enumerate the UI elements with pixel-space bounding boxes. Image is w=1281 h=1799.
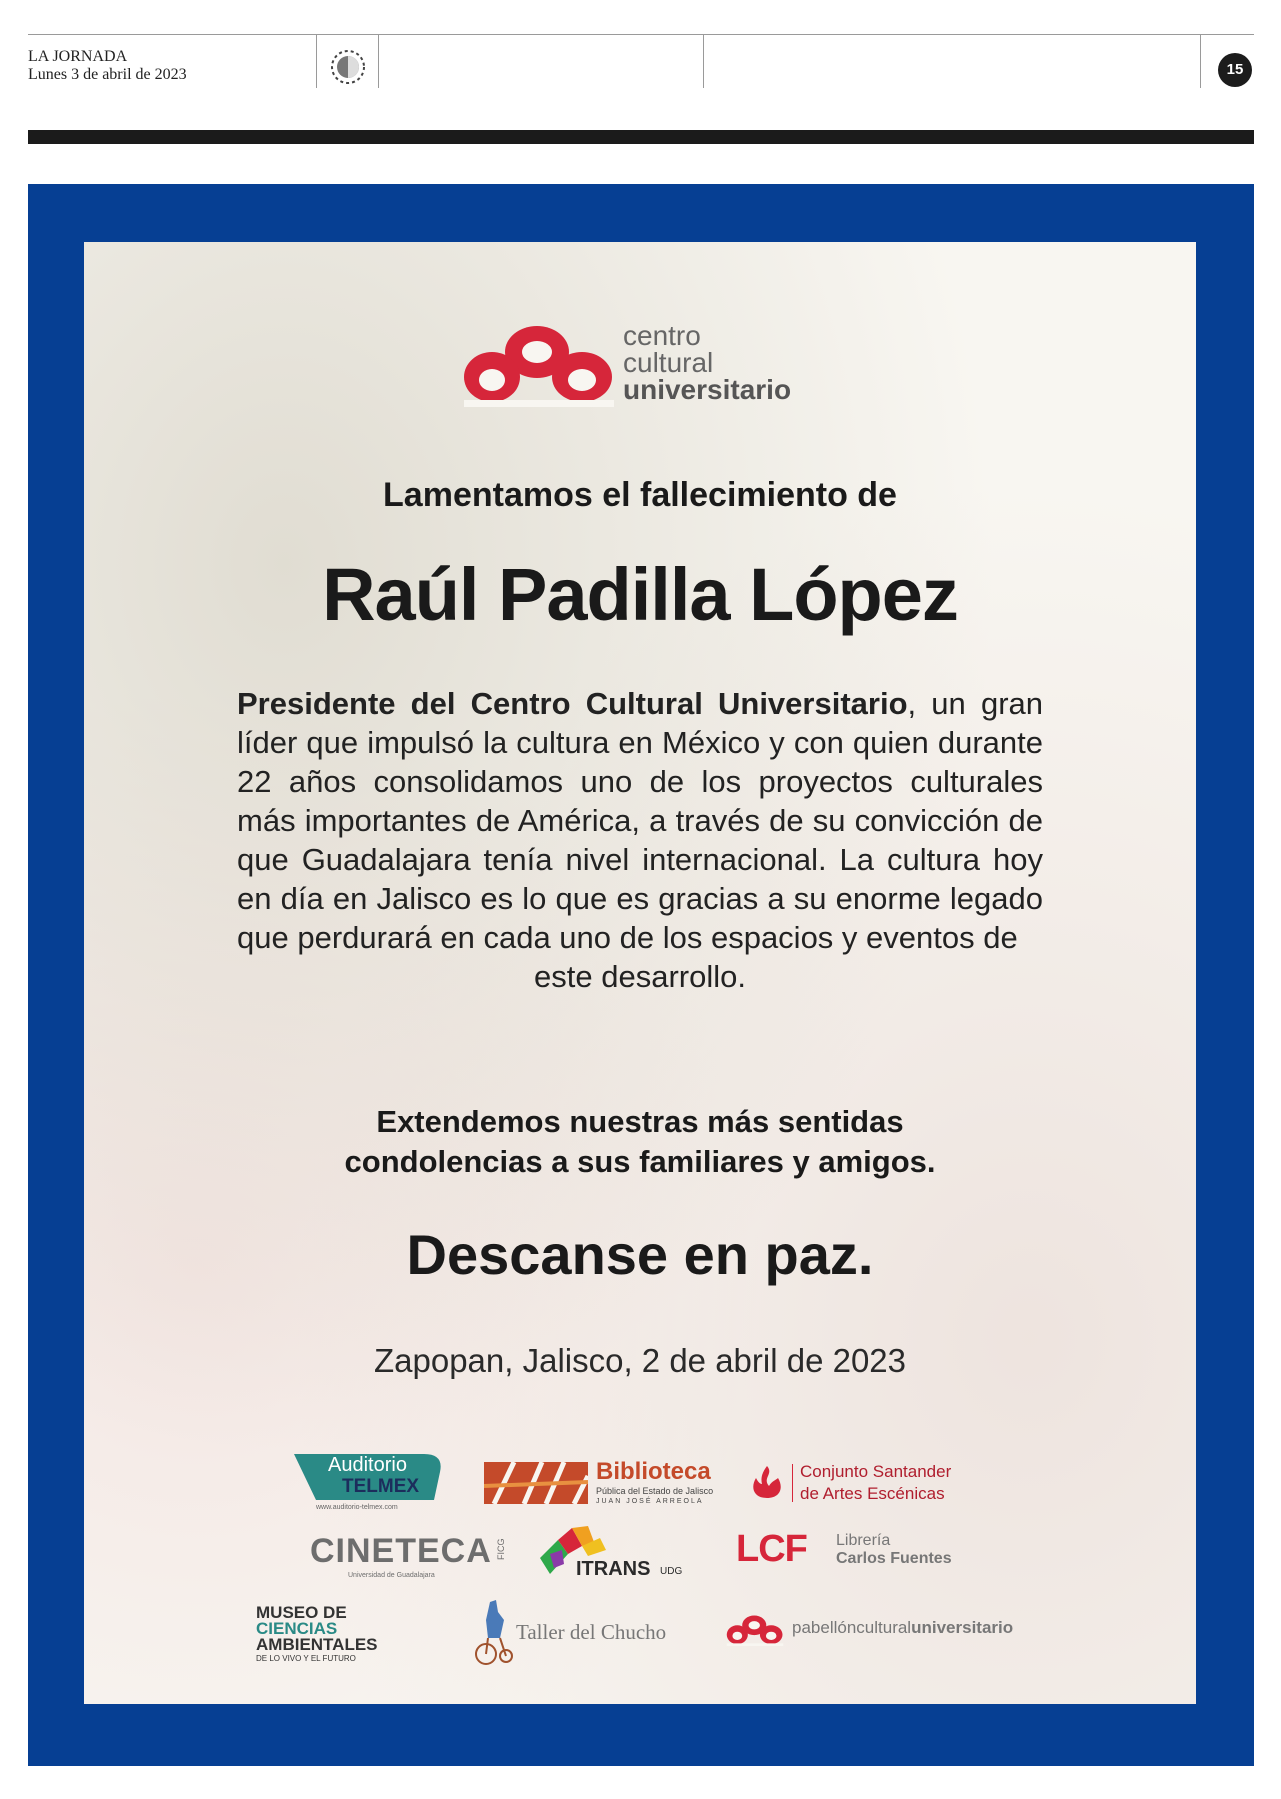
sponsor-santander (748, 1460, 988, 1506)
sponsor-cineteca (310, 1532, 510, 1582)
santander-divider (792, 1464, 793, 1502)
pabellon-name (792, 1618, 1013, 1638)
cineteca-name: CINETECA (310, 1532, 492, 1570)
condolences-line-2: condolencias a sus familiares y amigos. (344, 1144, 936, 1179)
body-text: , un gran líder que impulsó la cultura en México y con quien durante 22 años consolidamos uno de los proyectos culturales más importantes de América, a través de su convicción de que Guadalajara tenía nivel internacional. La cultura hoy en día en Jalisco es lo que es gracias a su enorme legado que perdurará en cada uno de los espacios y eventos de (237, 686, 1044, 955)
biblioteca-name: Biblioteca (596, 1458, 711, 1485)
santander-line-2: de Artes Escénicas (800, 1484, 945, 1503)
header-rule (28, 34, 1254, 35)
taller-chucho-figure-icon (474, 1598, 514, 1666)
obituary-card (84, 242, 1196, 1704)
libreria-mark: LCF (736, 1528, 807, 1570)
auditorio-url: www.auditorio-telmex.com (316, 1504, 398, 1511)
obituary-body (237, 684, 1043, 996)
body-last-line: este desarrollo. (534, 959, 746, 994)
cineteca-tag: FICG (496, 1538, 506, 1560)
pabellon-mark-icon (726, 1614, 784, 1646)
cineteca-sub: Universidad de Guadalajara (348, 1572, 435, 1579)
santander-line-1: Conjunto Santander (800, 1462, 952, 1481)
itrans-name: ITRANS (576, 1558, 651, 1580)
header-separator (1200, 34, 1201, 88)
pabellon-part-1: pabellón (792, 1618, 857, 1637)
place-date: Zapopan, Jalisco, 2 de abril de 2023 (373, 1342, 907, 1379)
biblioteca-pattern-icon (484, 1462, 588, 1504)
lead-text: Lamentamos el fallecimiento de (383, 476, 897, 514)
sponsor-taller-del-chucho (474, 1598, 684, 1668)
publication-info (28, 48, 187, 84)
museo-line-2: CIENCIAS (256, 1619, 338, 1638)
publication-date: Lunes 3 de abril de 2023 (28, 66, 187, 83)
museo-line-4: DE LO VIVO Y EL FUTURO (256, 1654, 356, 1663)
libreria-line-2: Carlos Fuentes (836, 1550, 952, 1567)
header-separator (378, 34, 379, 88)
auditorio-line-2: TELMEX (342, 1476, 420, 1497)
publication-name: LA JORNADA (28, 48, 128, 65)
ccu-word-1: centro (623, 320, 701, 351)
auditorio-line-1: Auditorio (328, 1454, 407, 1476)
pabellon-part-3: universitario (911, 1618, 1014, 1637)
pabellon-part-2: cultural (856, 1618, 912, 1637)
sponsor-museo (256, 1604, 426, 1668)
header-separator (316, 34, 317, 88)
rest-in-peace: Descanse en paz. (406, 1223, 874, 1286)
deceased-name: Raúl Padilla López (322, 553, 958, 636)
newspaper-sun-logo (326, 45, 370, 89)
sponsor-auditorio-telmex (294, 1452, 444, 1514)
biblioteca-sub-2: JUAN JOSÉ ARREOLA (596, 1498, 704, 1505)
santander-flame-icon (748, 1464, 786, 1502)
museo-line-3: AMBIENTALES (256, 1635, 378, 1654)
header-bar (28, 130, 1254, 144)
page-number: 15 (1218, 53, 1252, 87)
sponsor-libreria (736, 1528, 956, 1576)
body-title: Presidente del Centro Cultural Universitario (237, 686, 908, 721)
ccu-logo (464, 322, 824, 422)
biblioteca-sub: Pública del Estado de Jalisco (596, 1486, 714, 1496)
museo-line-1: MUSEO DE (256, 1603, 347, 1622)
sponsor-pabellon (726, 1612, 1026, 1648)
ccu-mark-icon (464, 322, 614, 407)
condolences (84, 1102, 1196, 1182)
ccu-word-2: cultural (623, 347, 714, 378)
header-separator (703, 34, 704, 88)
itrans-tag: UDG (660, 1566, 683, 1577)
ccu-wordmark (623, 322, 791, 403)
taller-name: Taller del Chucho (516, 1620, 667, 1644)
ccu-word-3: universitario (623, 374, 792, 405)
sponsor-itrans (536, 1524, 696, 1586)
sponsor-biblioteca (484, 1460, 724, 1510)
libreria-line-1: Librería (836, 1532, 891, 1549)
condolences-line-1: Extendemos nuestras más sentidas (376, 1104, 904, 1139)
